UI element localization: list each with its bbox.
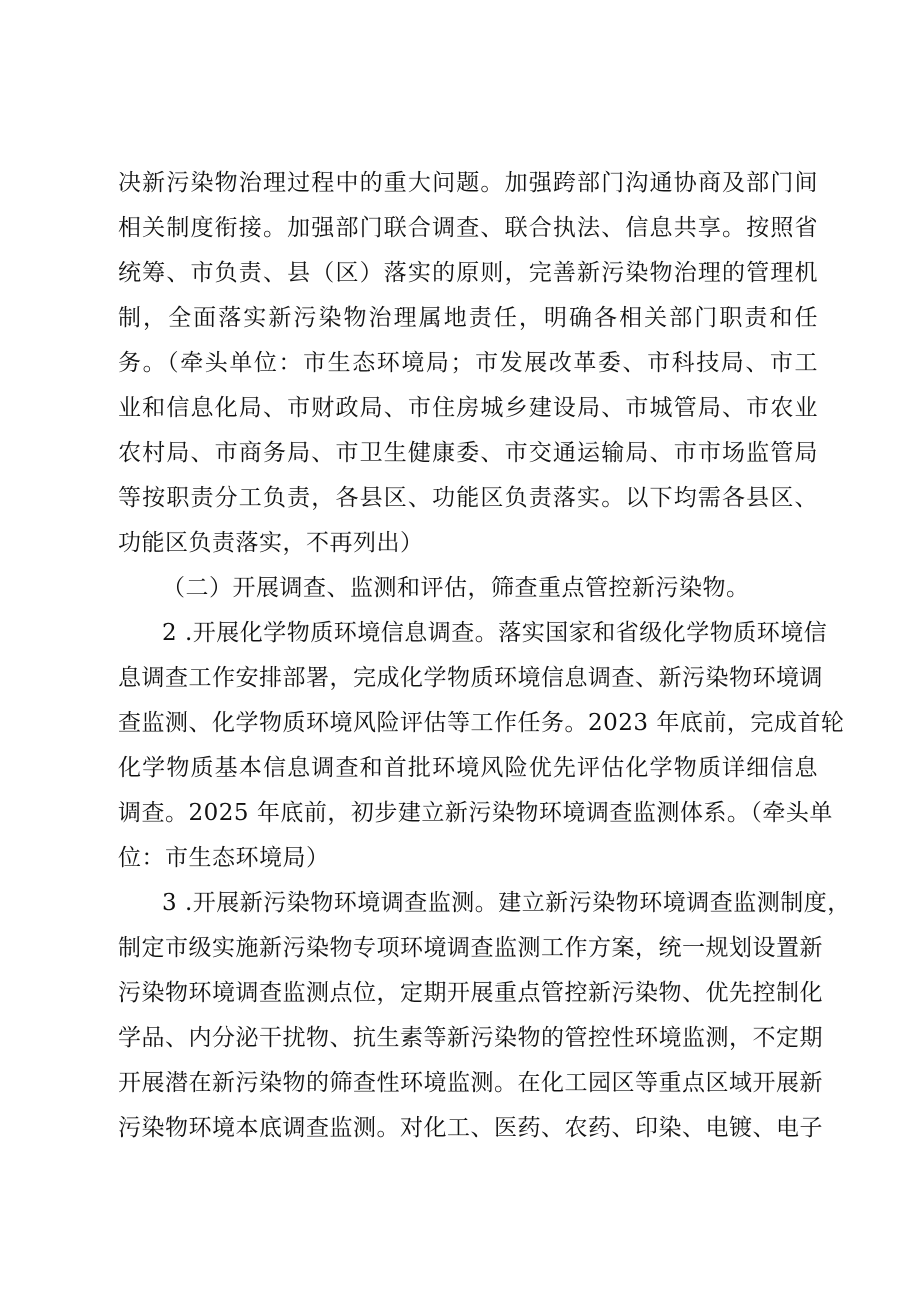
paragraph-1-line-2: 相关制度衔接。加强部门联合调查、联合执法、信息共享。按照省	[118, 215, 818, 241]
paragraph-2-line-6: 位：市生态环境局）	[118, 845, 330, 871]
paragraph-3-line-1: 3 .开展新污染物环境调查监测。建立新污染物环境调查监测制度，	[162, 890, 851, 916]
paragraph-1-line-1: 决新污染物治理过程中的重大问题。加强跨部门沟通协商及部门间	[118, 170, 818, 196]
paragraph-1-line-8: 等按职责分工负责，各县区、功能区负责落实。以下均需各县区、	[118, 485, 818, 511]
paragraph-3-line-3: 污染物环境调查监测点位，定期开展重点管控新污染物、优先控制化	[118, 980, 823, 1006]
paragraph-1-line-5: 务。（牵头单位：市生态环境局；市发展改革委、市科技局、市工	[118, 350, 818, 376]
paragraph-2-line-2: 息调查工作安排部署，完成化学物质环境信息调查、新污染物环境调	[118, 665, 823, 691]
paragraph-3-line-2: 制定市级实施新污染物专项环境调查监测工作方案，统一规划设置新	[118, 935, 823, 961]
paragraph-2-line-3: 查监测、化学物质环境风险评估等工作任务。2023 年底前，完成首轮	[118, 710, 845, 736]
paragraph-1-line-6: 业和信息化局、市财政局、市住房城乡建设局、市城管局、市农业	[118, 395, 818, 421]
paragraph-2-line-4: 化学物质基本信息调查和首批环境风险优先评估化学物质详细信息	[118, 755, 818, 781]
section-heading: （二）开展调查、监测和评估，筛查重点管控新污染物。	[162, 575, 750, 601]
paragraph-1-line-4: 制，全面落实新污染物治理属地责任，明确各相关部门职责和任	[118, 305, 818, 331]
paragraph-3-line-6: 污染物环境本底调查监测。对化工、医药、农药、印染、电镀、电子	[118, 1115, 823, 1141]
paragraph-2-line-1: 2 .开展化学物质环境信息调查。落实国家和省级化学物质环境信	[162, 620, 828, 646]
paragraph-1-line-9: 功能区负责落实，不再列出）	[118, 530, 424, 556]
paragraph-1-line-3: 统筹、市负责、县（区）落实的原则，完善新污染物治理的管理机	[118, 260, 818, 286]
paragraph-3-line-5: 开展潜在新污染物的筛查性环境监测。在化工园区等重点区域开展新	[118, 1070, 823, 1096]
paragraph-1-line-7: 农村局、市商务局、市卫生健康委、市交通运输局、市市场监管局	[118, 440, 818, 466]
paragraph-2-line-5: 调查。2025 年底前，初步建立新污染物环境调查监测体系。（牵头单	[118, 800, 833, 826]
paragraph-3-line-4: 学品、内分泌干扰物、抗生素等新污染物的管控性环境监测，不定期	[118, 1025, 823, 1051]
